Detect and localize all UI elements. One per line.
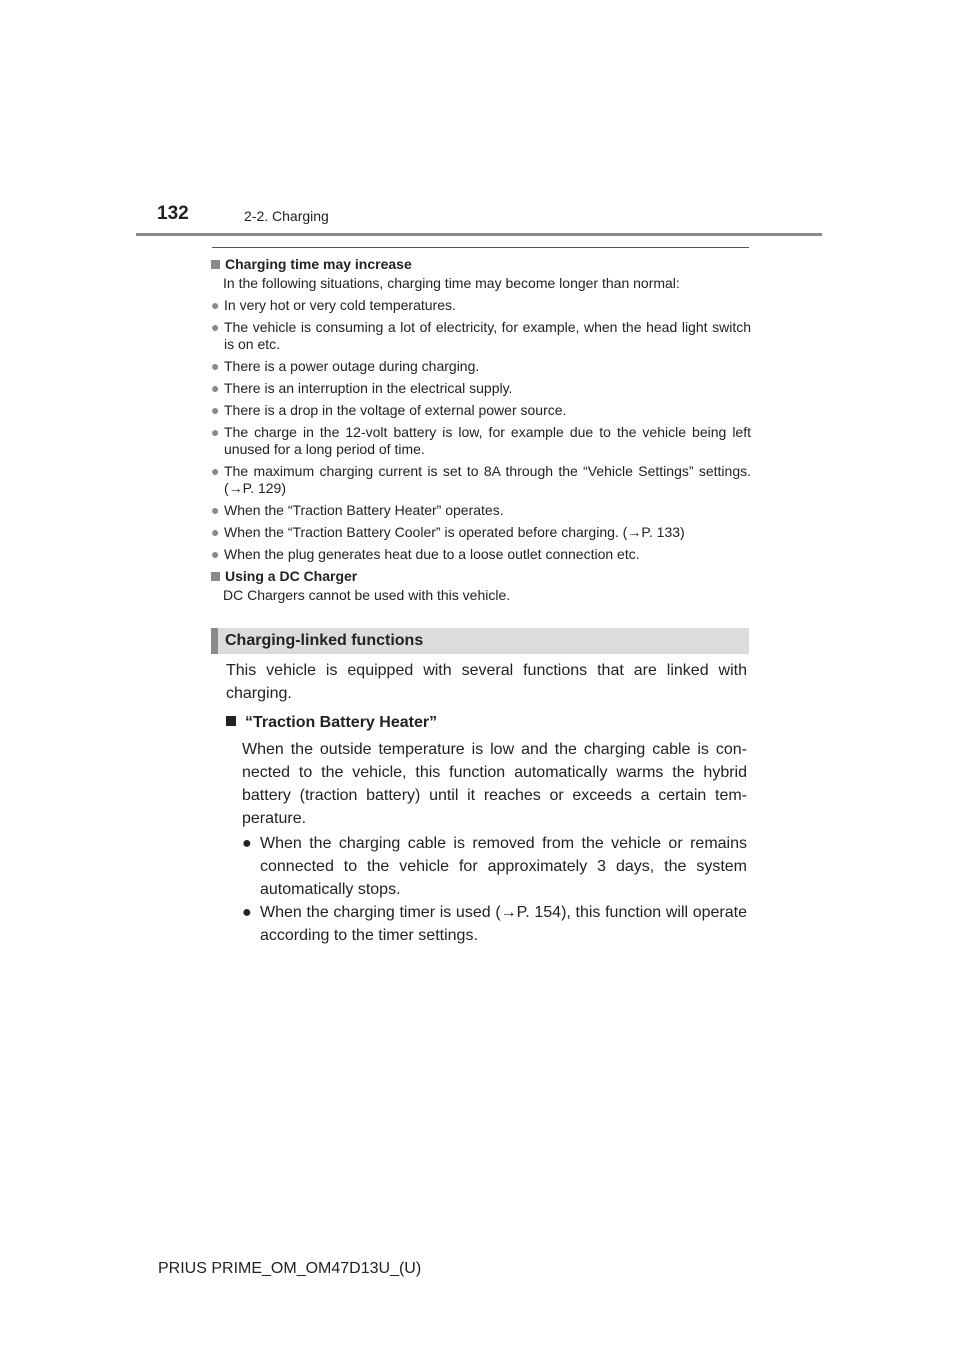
note-heading-dc-charger: Using a DC Charger [211, 568, 751, 585]
list-item: ● When the “Traction Battery Cooler” is operated before charging. (→P. 133) [211, 524, 685, 540]
section-title: Charging-linked functions [225, 632, 424, 649]
list-item: ● There is a drop in the voltage of external power source. [211, 402, 567, 418]
note-dc-charger-text: DC Chargers cannot be used with this vehicle. [223, 587, 511, 603]
section-label: 2-2. Charging [244, 208, 329, 224]
note-dc-charger [211, 568, 751, 604]
list-item: ● There is an interruption in the electrical supply. [211, 380, 513, 396]
note-intro: In the following situations, charging time may become longer than normal: [223, 275, 680, 291]
bullet-icon: ● [211, 358, 220, 374]
bullet-icon: ● [211, 319, 220, 335]
list-item: ● In very hot or very cold temperatures. [211, 297, 456, 313]
band-accent-bar [211, 628, 218, 654]
square-bullet-icon [211, 572, 220, 581]
list-item: ● The maximum charging current is set to 8A through the “Vehicle Settings” settings. (→P. 129) [211, 463, 751, 496]
note-heading-charging-time: Charging time may increase [211, 256, 751, 273]
header-rule [136, 233, 822, 236]
subsection-heading: “Traction Battery Heater” [226, 711, 747, 734]
bullet-icon: ● [211, 463, 220, 479]
list-item: ● When the charging timer is used (→P. 154), this function will operate according to the timer settings. [242, 901, 747, 947]
list-item: ● The vehicle is consuming a lot of electricity, for example, when the head light switch is on etc. [211, 319, 751, 352]
bullet-icon: ● [211, 402, 220, 418]
square-bullet-icon [211, 260, 220, 269]
list-item: ● When the plug generates heat due to a loose outlet connection etc. [211, 546, 640, 562]
bullet-icon: ● [242, 904, 252, 921]
bullet-icon: ● [211, 424, 220, 440]
bullet-icon: ● [211, 380, 220, 396]
note-list [211, 297, 751, 563]
list-item: ● The charge in the 12-volt battery is low, for example due to the vehicle being left unused for a long period of time. [211, 424, 751, 457]
bullet-icon: ● [211, 297, 220, 313]
square-bullet-icon [226, 716, 236, 726]
body-intro: This vehicle is equipped with several functions that are linked with charging. [226, 662, 747, 702]
bullet-icon: ● [211, 502, 220, 518]
bullet-icon: ● [242, 835, 252, 852]
footer-doc-code: PRIUS PRIME_OM_OM47D13U_(U) [158, 1260, 422, 1277]
bullet-icon: ● [211, 546, 220, 562]
notes-section [211, 256, 751, 609]
subsection-text: When the outside temperature is low and the charging cable is con-nected to the vehicle, this function automatically warms the hybrid battery (traction battery) until it reaches or exceeds a certain tem-perature. [242, 741, 747, 827]
body-section [226, 659, 747, 947]
notes-rule [212, 247, 749, 248]
page-number: 132 [157, 203, 189, 224]
subsection-list [242, 832, 747, 947]
list-item: ● When the “Traction Battery Heater” operates. [211, 502, 504, 518]
section-band [211, 628, 749, 654]
bullet-icon: ● [211, 524, 220, 540]
list-item: ● When the charging cable is removed from the vehicle or remains connected to the vehicle for approximately 3 days, the system automatically stops. [242, 832, 747, 901]
list-item: ● There is a power outage during charging. [211, 358, 480, 374]
